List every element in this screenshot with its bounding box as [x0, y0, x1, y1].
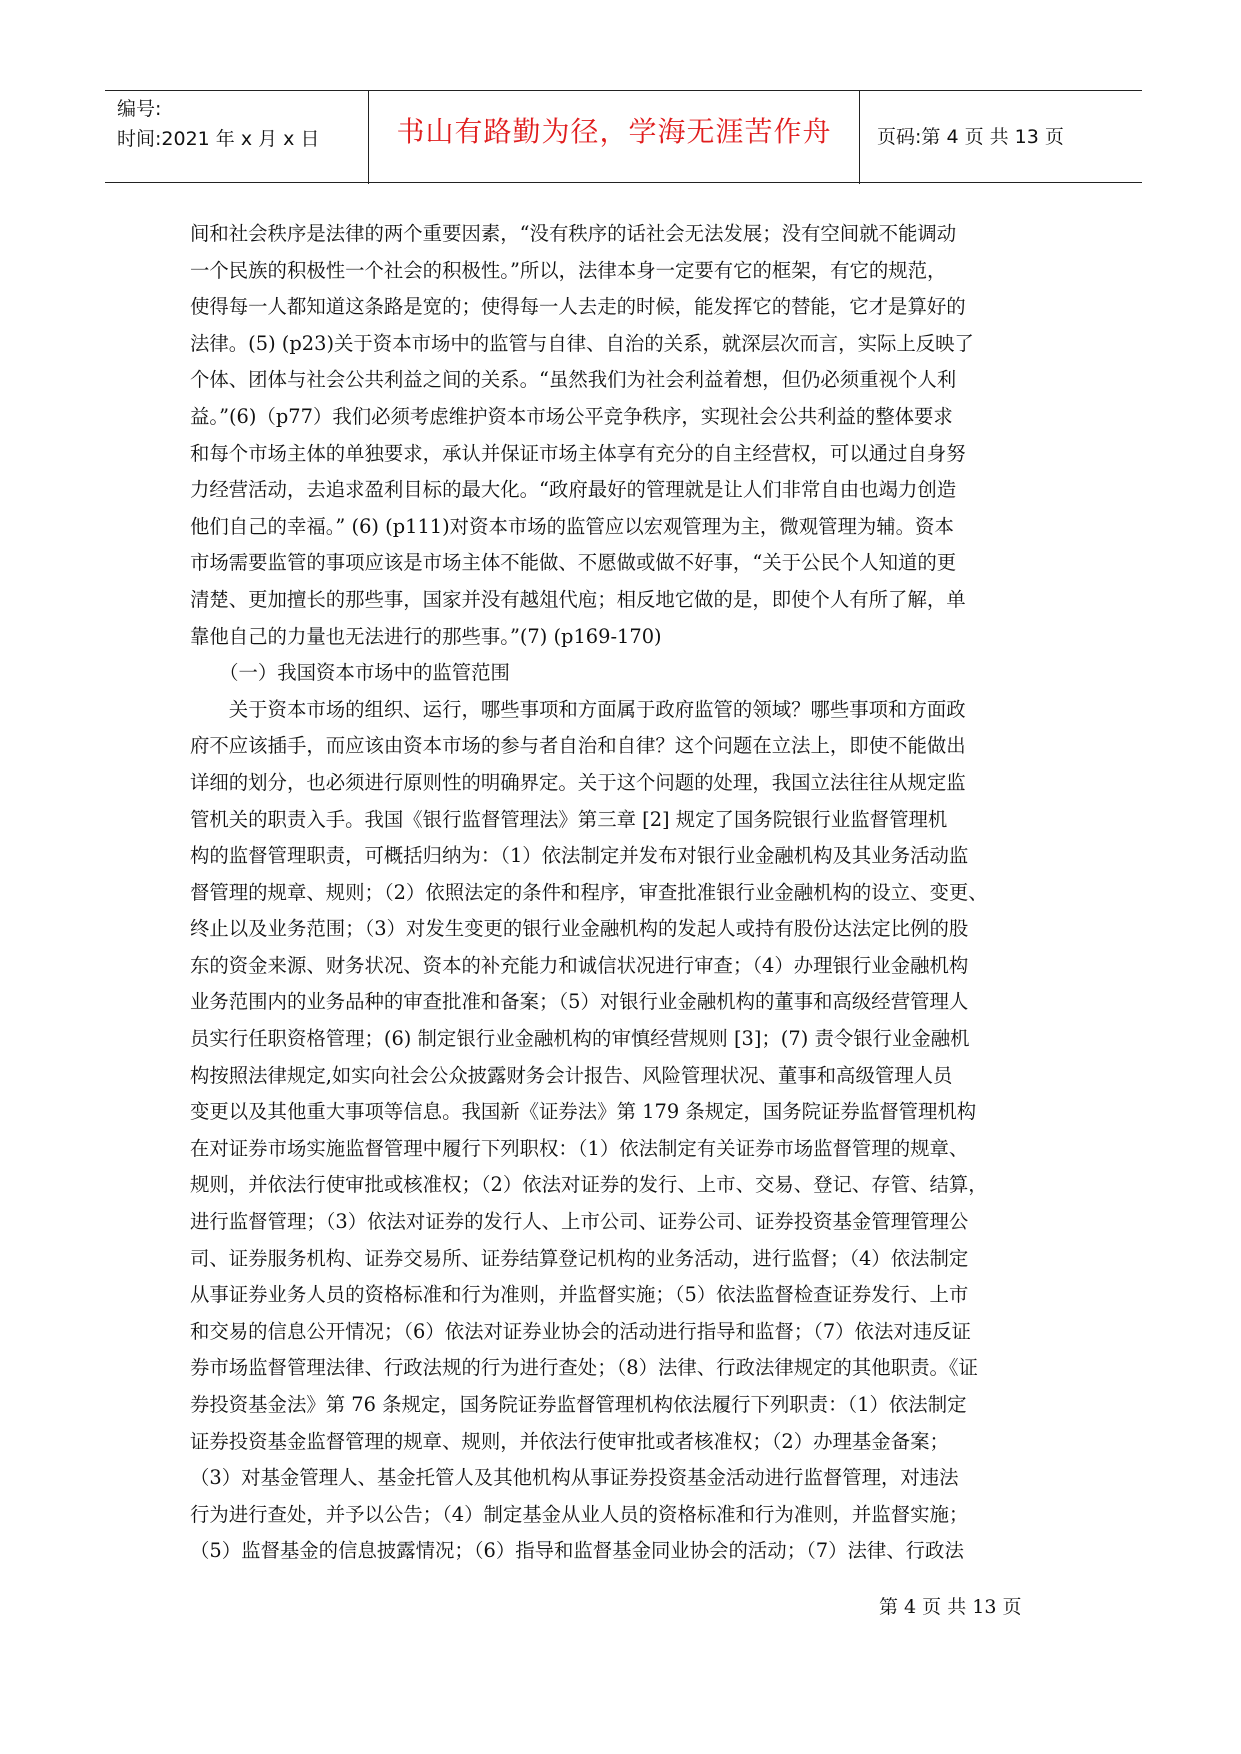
header-number-label: 编号:: [117, 98, 162, 120]
body-text-line: 关于资本市场的组织、运行，哪些事项和方面属于政府监管的领域？哪些事项和方面政: [190, 697, 966, 721]
body-text-line: （5）监督基金的信息披露情况；（6）指导和监督基金同业协会的活动；（7）法律、行政法: [190, 1539, 964, 1563]
body-text-line: 一个民族的积极性一个社会的积极性。”所以，法律本身一定要有它的框架，有它的规范，: [190, 258, 947, 282]
body-text-line: 业务范围内的业务品种的审查批准和备案；（5）对银行业金融机构的董事和高级经营管理人: [190, 990, 969, 1014]
body-text-line: 益。”(6)（p77）我们必须考虑维护资本市场公平竞争秩序，实现社会公共利益的整体要求: [190, 404, 953, 428]
body-text-line: 东的资金来源、财务状况、资本的补充能力和诚信状况进行审查；（4）办理银行业金融机构: [190, 953, 969, 977]
body-text-line: 间和社会秩序是法律的两个重要因素，“没有秩序的话社会无法发展；没有空间就不能调动: [190, 222, 957, 245]
header-motto: 书山有路勤为径，学海无涯苦作舟: [396, 115, 832, 148]
header-top-rule: [105, 90, 1142, 91]
body-text-line: 法律。(5) (p23)关于资本市场中的监管与自律、自治的关系，就深层次而言，实际上反映了: [190, 331, 974, 355]
body-text-line: 规则，并依法行使审批或核准权；（2）依法对证券的发行、上市、交易、登记、存管、结算，: [190, 1173, 988, 1197]
header-divider: [859, 90, 860, 184]
body-text-line: 司、证券服务机构、证券交易所、证券结算登记机构的业务活动，进行监督；（4）依法制定: [190, 1246, 969, 1270]
body-text-line: 从事证券业务人员的资格标准和行为准则，并监督实施；（5）依法监督检查证券发行、上市: [190, 1283, 969, 1307]
body-text-line: 市场需要监管的事项应该是市场主体不能做、不愿做或做不好事，“关于公民个人知道的更: [190, 551, 957, 575]
body-text-line: 终止以及业务范围；（3）对发生变更的银行业金融机构的发起人或持有股份达法定比例的股: [190, 917, 969, 941]
body-text-line: 使得每一人都知道这条路是宽的；使得每一人去走的时候，能发挥它的替能，它才是算好的: [190, 295, 966, 319]
header-page-info: 页码:第 4 页 共 13 页: [877, 126, 1064, 148]
page-header: [105, 90, 1142, 184]
body-text-line: 个体、团体与社会公共利益之间的关系。“虽然我们为社会利益着想，但仍必须重视个人利: [190, 368, 957, 392]
header-bottom-rule: [105, 182, 1142, 183]
body-text-line: 券市场监督管理法律、行政法规的行为进行查处；（8）法律、行政法律规定的其他职责。《证: [190, 1356, 978, 1380]
body-text-line: 证券投资基金监督管理的规章、规则，并依法行使审批或者核准权；（2）办理基金备案；: [190, 1429, 949, 1453]
body-text-line: 清楚、更加擅长的那些事，国家并没有越俎代庖；相反地它做的是，即使个人有所了解，单: [190, 587, 966, 611]
body-text-line: 管机关的职责入手。我国《银行监督管理法》第三章 [2] 规定了国务院银行业监督管理机: [190, 807, 948, 831]
body-text-line: 构按照法律规定,如实向社会公众披露财务会计报告、风险管理状况、董事和高级管理人员: [190, 1063, 953, 1087]
body-text-line: （一）我国资本市场中的监管范围: [190, 661, 510, 685]
body-text-line: （3）对基金管理人、基金托管人及其他机构从事证券投资基金活动进行监督管理，对违法: [190, 1466, 959, 1490]
header-meta: [117, 94, 319, 154]
body-text-line: 靠他自己的力量也无法进行的那些事。”(7) (p169-170): [190, 624, 662, 648]
body-text-line: 变更以及其他重大事项等信息。我国新《证券法》第 179 条规定，国务院证券监督管理机构: [190, 1100, 977, 1124]
body-text-line: 进行监督管理；（3）依法对证券的发行人、上市公司、证券公司、证券投资基金管理管理公: [190, 1210, 969, 1234]
body-text-line: 力经营活动，去追求盈利目标的最大化。“政府最好的管理就是让人们非常自由也竭力创造: [190, 478, 957, 502]
body-text-line: 督管理的规章、规则；（2）依照法定的条件和程序，审查批准银行业金融机构的设立、变更、: [190, 880, 988, 904]
body-text-line: 详细的划分，也必须进行原则性的明确界定。关于这个问题的处理，我国立法往往从规定监: [190, 770, 966, 794]
document-body: [190, 216, 1060, 1570]
header-date-label: 时间:2021 年 x 月 x 日: [117, 128, 320, 150]
body-text-line: 券投资基金法》第 76 条规定，国务院证券监督管理机构依法履行下列职责：（1）依法制定: [190, 1393, 967, 1416]
page-footer: 第 4 页 共 13 页: [879, 1596, 1022, 1618]
body-text-line: 在对证券市场实施监督管理中履行下列职权：（1）依法制定有关证券市场监督管理的规章、: [190, 1136, 969, 1160]
body-text-line: 员实行任职资格管理；(6) 制定银行业金融机构的审慎经营规则 [3]；(7) 责令银行业金融机: [190, 1027, 970, 1051]
body-text-line: 和交易的信息公开情况；（6）依法对证券业协会的活动进行指导和监督；（7）依法对违反证: [190, 1319, 971, 1343]
body-text-line: 和每个市场主体的单独要求，承认并保证市场主体享有充分的自主经营权，可以通过自身努: [190, 441, 966, 465]
body-text-line: 行为进行查处，并予以公告；（4）制定基金从业人员的资格标准和行为准则，并监督实施；: [190, 1502, 969, 1526]
body-text-line: 构的监督管理职责，可概括归纳为：（1）依法制定并发布对银行业金融机构及其业务活动监: [190, 844, 969, 868]
body-text-line: 府不应该插手，而应该由资本市场的参与者自治和自律？这个问题在立法上，即使不能做出: [190, 734, 966, 758]
body-text-line: 他们自己的幸福。” (6) (p111)对资本市场的监管应以宏观管理为主，微观管理为辅。资本: [190, 514, 954, 538]
